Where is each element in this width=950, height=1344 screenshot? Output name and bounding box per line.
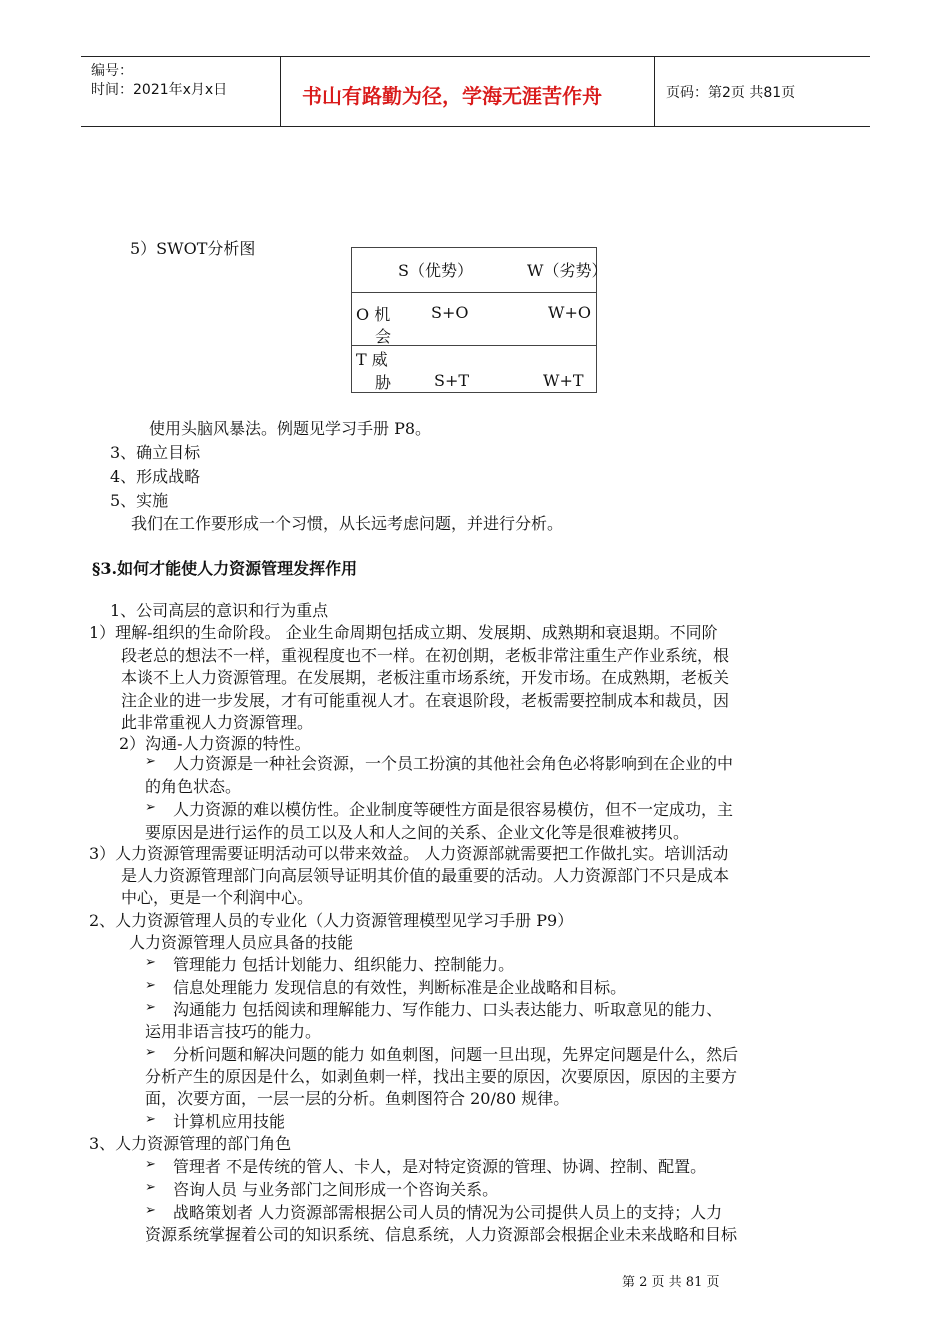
bullet-line: 要原因是进行运作的员工以及人和人之间的关系、企业文化等是很难被拷贝。 xyxy=(145,823,690,842)
swot-row-opportunity-2: 会 xyxy=(375,327,392,346)
point-1-1-line: 段老总的想法不一样，重视程度也不一样。在初创期，老板非常注重生产作业系统，根 xyxy=(121,646,730,665)
skill-line: 管理能力 包括计划能力、组织能力、控制能力。 xyxy=(173,955,515,974)
role-line: 咨询人员 与业务部门之间形成一个咨询关系。 xyxy=(173,1180,499,1199)
arrow-bullet-icon: ➢ xyxy=(145,955,156,970)
page-footer: 第 2 页 共 81 页 xyxy=(622,1275,720,1290)
arrow-bullet-icon: ➢ xyxy=(145,978,156,993)
point-1-2: 2）沟通-人力资源的特性。 xyxy=(119,734,311,753)
skill-line: 计算机应用技能 xyxy=(173,1112,286,1131)
arrow-bullet-icon: ➢ xyxy=(145,800,156,815)
skill-line: 分析问题和解决问题的能力 如鱼刺图，问题一旦出现，先界定问题是什么，然后 xyxy=(173,1045,739,1064)
point-1-3-line: 中心，更是一个利润中心。 xyxy=(121,888,314,907)
step-5: 5、实施 xyxy=(110,491,169,510)
skill-line: 分析产生的原因是什么，如剥鱼刺一样，找出主要的原因，次要原因，原因的主要方 xyxy=(145,1067,738,1086)
doc-date-label: 时间：2021年x月x日 xyxy=(91,82,228,98)
bullet-line: 人力资源是一种社会资源，一个员工扮演的其他社会角色必将影响到在企业的中 xyxy=(173,754,734,773)
arrow-bullet-icon: ➢ xyxy=(145,1203,156,1218)
brainstorm-text: 使用头脑风暴法。例题见学习手册 P8。 xyxy=(149,419,432,438)
bullet-line: 人力资源的难以模仿性。企业制度等硬性方面是很容易模仿，但不一定成功，主 xyxy=(173,800,734,819)
point-3-title: 3、人力资源管理的部门角色 xyxy=(89,1134,292,1153)
swot-row-opportunity: O 机 xyxy=(356,305,391,324)
point-2-subtitle: 人力资源管理人员应具备的技能 xyxy=(129,933,354,952)
role-line: 管理者 不是传统的管人、卡人，是对特定资源的管理、协调、控制、配置。 xyxy=(173,1157,707,1176)
role-line: 战略策划者 人力资源部需根据公司人员的情况为公司提供人员上的支持；人力 xyxy=(173,1203,723,1222)
point-1-3-line: 是人力资源管理部门向高层领导证明其价值的最重要的活动。人力资源部门不只是成本 xyxy=(121,866,730,885)
point-1-1-line: 此非常重视人力资源管理。 xyxy=(121,713,314,732)
swot-cell-wo: W+O xyxy=(548,303,591,322)
point-1-1-line: 本谈不上人力资源管理。在发展期，老板注重市场系统，开发市场。在成熟期，老板关 xyxy=(121,668,730,687)
header-page-label: 页码：第2页 共81页 xyxy=(666,85,796,101)
swot-cell-so: S+O xyxy=(431,303,469,322)
arrow-bullet-icon: ➢ xyxy=(145,1180,156,1195)
arrow-bullet-icon: ➢ xyxy=(145,1157,156,1172)
arrow-bullet-icon: ➢ xyxy=(145,1045,156,1060)
skill-line: 信息处理能力 发现信息的有效性，判断标准是企业战略和目标。 xyxy=(173,978,627,997)
bullet-line: 的角色状态。 xyxy=(145,777,242,796)
skill-line: 运用非语言技巧的能力。 xyxy=(145,1022,322,1041)
arrow-bullet-icon: ➢ xyxy=(145,1000,156,1015)
step-3: 3、确立目标 xyxy=(110,443,201,462)
header-divider xyxy=(280,57,281,126)
habit-text: 我们在工作要形成一个习惯，从长远考虑问题，并进行分析。 xyxy=(131,514,564,533)
point-1-1-line: 1）理解-组织的生命阶段。 企业生命周期包括成立期、发展期、成熟期和衰退期。不同阶 xyxy=(89,623,718,642)
doc-number-label: 编号： xyxy=(91,63,133,79)
point-1-1-line: 注企业的进一步发展，才有可能重视人才。在衰退阶段，老板需要控制成本和裁员，因 xyxy=(121,691,730,710)
point-2-title: 2、人力资源管理人员的专业化（人力资源管理模型见学习手册 P9） xyxy=(89,911,574,930)
swot-col-weakness: W（劣势） xyxy=(527,261,608,280)
header-motto: 书山有路勤为径，学海无涯苦作舟 xyxy=(302,84,602,108)
skill-line: 沟通能力 包括阅读和理解能力、写作能力、口头表达能力、听取意见的能力、 xyxy=(173,1000,723,1019)
swot-heading: 5）SWOT分析图 xyxy=(130,239,256,258)
arrow-bullet-icon: ➢ xyxy=(145,754,156,769)
step-4: 4、形成战略 xyxy=(110,467,201,486)
swot-col-strength: S（优势） xyxy=(398,261,473,280)
point-1-title: 1、公司高层的意识和行为重点 xyxy=(110,601,329,620)
swot-row-threat-2: 胁 xyxy=(375,373,392,392)
section-heading: §3.如何才能使人力资源管理发挥作用 xyxy=(92,559,358,578)
point-1-3-line: 3）人力资源管理需要证明活动可以带来效益。 人力资源部就需要把工作做扎实。培训活动 xyxy=(89,844,729,863)
skill-line: 面，次要方面，一层一层的分析。鱼刺图符合 20/80 规律。 xyxy=(145,1089,570,1108)
arrow-bullet-icon: ➢ xyxy=(145,1112,156,1127)
swot-table xyxy=(351,247,608,393)
swot-cell-wt: W+T xyxy=(543,371,584,390)
header-divider xyxy=(654,57,655,126)
swot-cell-st: S+T xyxy=(434,371,470,390)
swot-row-threat: T 威 xyxy=(356,350,388,369)
role-line: 资源系统掌握着公司的知识系统、信息系统，人力资源部会根据企业未来战略和目标 xyxy=(145,1225,738,1244)
